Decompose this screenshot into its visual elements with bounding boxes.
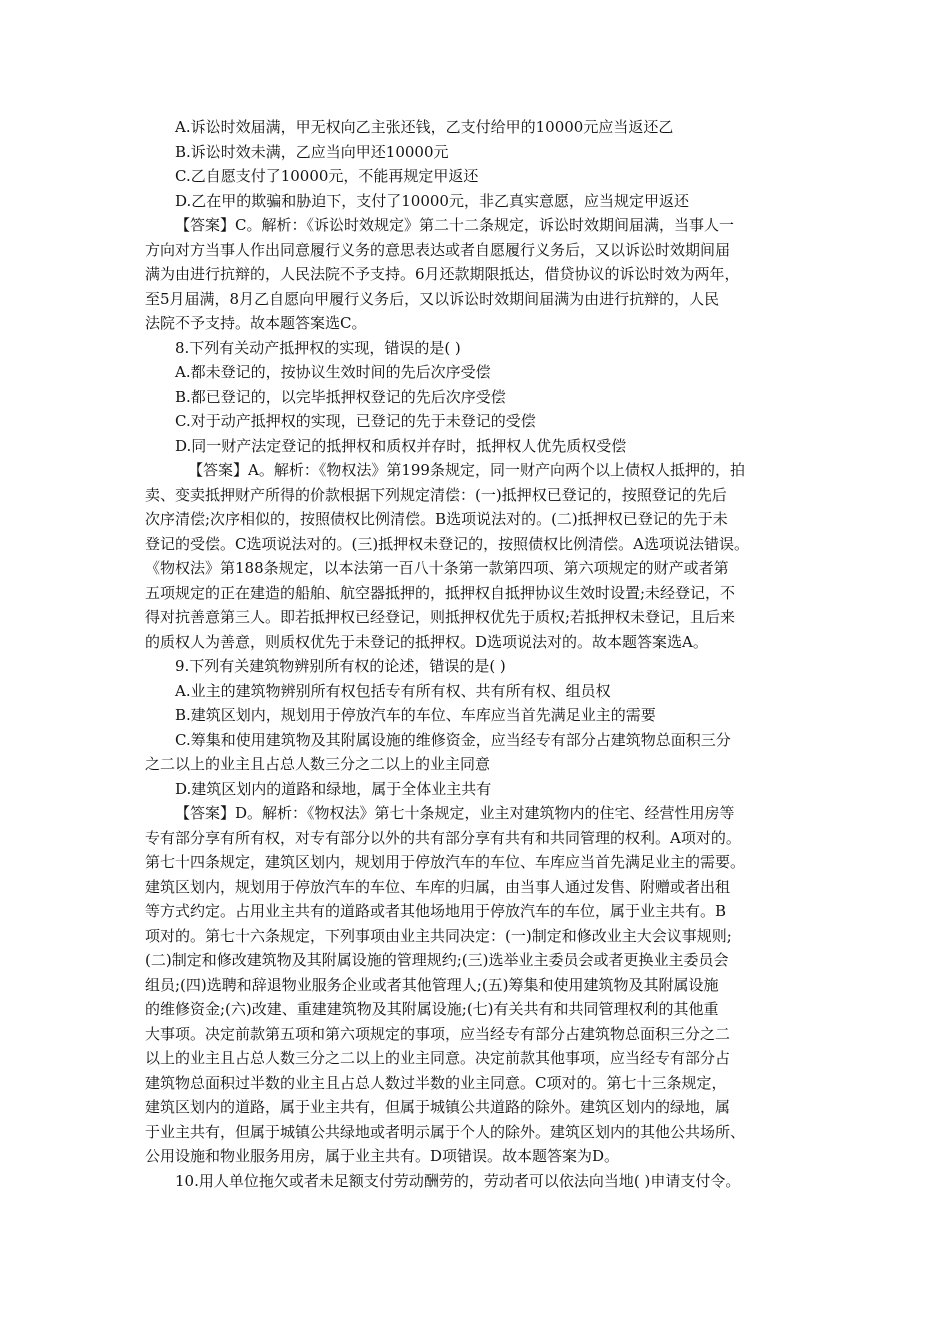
- q9-answer-line: 建筑物总面积过半数的业主且占总人数过半数的业主同意。C项对的。第七十三条规定，: [145, 1073, 727, 1092]
- q8-answer-line: 登记的受偿。C选项说法对的。(三)抵押权未登记的，按照债权比例清偿。A选项说法错误。: [145, 534, 750, 553]
- q7-answer-line: 至5月届满，8月乙自愿向甲履行义务后，又以诉讼时效期间届满为由进行抗辩的，人民: [145, 289, 720, 308]
- q9-option-b: B.建筑区划内，规划用于停放汽车的车位、车库应当首先满足业主的需要: [175, 706, 656, 724]
- q7-answer-line: 【答案】C。解析：《诉讼时效规定》第二十二条规定，诉讼时效期间届满，当事人一: [175, 216, 734, 234]
- q9-answer-line: 等方式约定。占用业主共有的道路或者其他场地用于停放汽车的车位，属于业主共有。B: [145, 902, 727, 920]
- q7-answer-line: 方向对方当事人作出同意履行义务的意思表达或者自愿履行义务后，又以诉讼时效期间届: [145, 240, 731, 259]
- q9-answer-line: 建筑区划内，规划用于停放汽车的车位、车库的归属，由当事人通过发售、附赠或者出租: [145, 877, 731, 896]
- q7-answer-line: 满为由进行抗辩的，人民法院不予支持。6月还款期限抵达，借贷协议的诉讼时效为两年，: [145, 265, 740, 283]
- q8-answer-line: 得对抗善意第三人。即若抵押权已经登记，则抵押权优先于质权;若抵押权未登记，且后来: [145, 608, 736, 626]
- q9-answer-line: 大事项。决定前款第五项和第六项规定的事项，应当经专有部分占建筑物总面积三分之二: [145, 1024, 731, 1043]
- q8-answer-line: 卖、变卖抵押财产所得的价款根据下列规定清偿：(一)抵押权已登记的，按照登记的先后: [145, 485, 727, 504]
- q9-answer-line: 公用设施和物业服务用房，属于业主共有。D项错误。故本题答案为D。: [145, 1147, 620, 1165]
- q8-question: 8.下列有关动产抵押权的实现，错误的是( ): [175, 338, 461, 357]
- q9-question: 9.下列有关建筑物辨别所有权的论述，错误的是( ): [175, 657, 506, 675]
- q8-answer-line: 次序清偿;次序相似的，按照债权比例清偿。B选项说法对的。(二)抵押权已登记的先于未: [145, 510, 728, 528]
- q10-question: 10.用人单位拖欠或者未足额支付劳动酬劳的，劳动者可以依法向当地( )申请支付令。: [175, 1171, 741, 1190]
- q9-answer-line: 组员;(四)选聘和辞退物业服务企业或者其他管理人;(五)筹集和使用建筑物及其附属设施: [145, 975, 719, 994]
- q7-option-a: A.诉讼时效届满，甲无权向乙主张还钱，乙支付给甲的10000元应当返还乙: [175, 118, 674, 136]
- q8-answer-line: 《物权法》第188条规定，以本法第一百八十条第一款第四项、第六项规定的财产或者第: [145, 559, 729, 577]
- q8-option-b: B.都已登记的，以完毕抵押权登记的先后次序受偿: [175, 387, 506, 406]
- q7-answer-line: 法院不予支持。故本题答案选C。: [145, 314, 367, 332]
- q9-option-c: C.筹集和使用建筑物及其附属设施的维修资金，应当经专有部分占建筑物总面积三分: [175, 730, 731, 749]
- q9-option-d: D.建筑区划内的道路和绿地，属于全体业主共有: [175, 779, 492, 798]
- q9-option-a: A.业主的建筑物辨别所有权包括专有所有权、共有所有权、组员权: [175, 681, 611, 700]
- q8-option-d: D.同一财产法定登记的抵押权和质权并存时，抵押权人优先质权受偿: [175, 436, 627, 455]
- q7-option-c: C.乙自愿支付了10000元，不能再规定甲返还: [175, 167, 479, 185]
- q9-answer-line: 的维修资金;(六)改建、重建建筑物及其附属设施;(七)有关共有和共同管理权利的其他重: [145, 1000, 719, 1018]
- q7-option-b: B.诉讼时效未满，乙应当向甲还10000元: [175, 142, 449, 161]
- q9-answer-line: 以上的业主且占总人数三分之二以上的业主同意。决定前款其他事项，应当经专有部分占: [145, 1049, 731, 1067]
- q9-answer-line: 【答案】D。解析：《物权法》第七十条规定，业主对建筑物内的住宅、经营性用房等: [175, 804, 735, 822]
- q8-answer-line: 五项规定的正在建造的船舶、航空器抵押的，抵押权自抵押协议生效时设置;未经登记，不: [145, 583, 736, 602]
- q9-answer-line: 第七十四条规定，建筑区划内，规划用于停放汽车的车位、车库应当首先满足业主的需要。: [145, 853, 746, 871]
- q7-option-d: D.乙在甲的欺骗和胁迫下，支付了10000元，非乙真实意愿，应当规定甲返还: [175, 191, 689, 210]
- q9-answer-line: (二)制定和修改建筑物及其附属设施的管理规约;(三)选举业主委员会或者更换业主委员会: [145, 951, 729, 969]
- q8-answer-line: 的质权人为善意，则质权优先于未登记的抵押权。D选项说法对的。故本题答案选A。: [145, 632, 708, 651]
- q9-option-c-continued: 之二以上的业主且占总人数三分之二以上的业主同意: [145, 755, 491, 773]
- q9-answer-line: 于业主共有，但属于城镇公共绿地或者明示属于个人的除外。建筑区划内的其他公共场所、: [145, 1122, 746, 1141]
- document-page: [145, 115, 825, 1193]
- q8-option-a: A.都未登记的，按协议生效时间的先后次序受偿: [175, 363, 491, 381]
- q8-option-c: C.对于动产抵押权的实现，已登记的先于未登记的受偿: [175, 412, 536, 430]
- q9-answer-line: 专有部分享有所有权，对专有部分以外的共有部分享有共有和共同管理的权利。A项对的。: [145, 828, 741, 847]
- q8-answer-line: 【答案】A。解析：《物权法》第199条规定，同一财产向两个以上债权人抵押的，拍: [188, 461, 745, 479]
- q9-answer-line: 建筑区划内的道路，属于业主共有，但属于城镇公共道路的除外。建筑区划内的绿地，属: [145, 1098, 731, 1116]
- q9-answer-line: 项对的。第七十六条规定，下列事项由业主共同决定：(一)制定和修改业主大会议事规则;: [145, 926, 732, 945]
